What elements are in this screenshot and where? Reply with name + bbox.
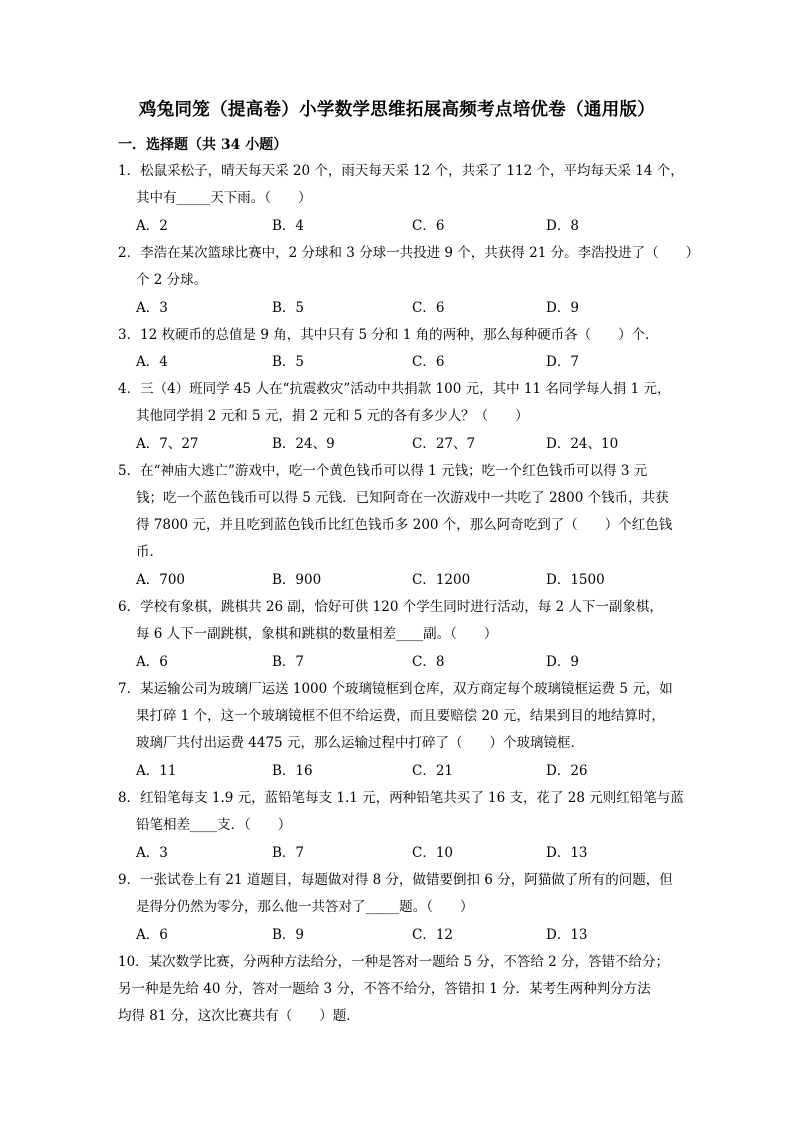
q4-option-a: A．7、27 — [136, 436, 199, 452]
q1-line-2: 其中有_____天下雨。（ ） — [136, 190, 312, 206]
q3-option-b: B．5 — [272, 354, 305, 370]
q6-option-c: C．8 — [412, 654, 445, 670]
q9-option-d: D．13 — [546, 927, 588, 943]
q2-option-d: D．9 — [546, 300, 579, 316]
q8-line-2: 铅笔相差____支．（ ） — [136, 817, 292, 833]
q2-option-a: A．3 — [136, 300, 168, 316]
q2-option-c: C．6 — [412, 300, 445, 316]
q1-option-d: D．8 — [546, 218, 579, 234]
q7-line-2: 果打碎 1 个，这一个玻璃镜框不但不给运费，而且要赔偿 20 元，结果到目的地结算时， — [136, 708, 665, 724]
q6-option-d: D．9 — [546, 654, 579, 670]
q9-line-1: 9．一张试卷上有 21 道题目，每题做对得 8 分，做错要倒扣 6 分，阿猫做了所有的问题，但 — [118, 872, 673, 888]
q1-option-b: B．4 — [272, 218, 305, 234]
q5-option-d: D．1500 — [546, 572, 605, 588]
q5-option-a: A．700 — [136, 572, 186, 588]
q2-line-2: 个 2 分球。 — [136, 272, 208, 288]
q8-line-1: 8．红铅笔每支 1.9 元，蓝铅笔每支 1.1 元，两种铅笔共买了 16 支，花了 28 元则红铅笔与蓝 — [118, 790, 684, 806]
q4-line-1: 4．三（4）班同学 45 人在“抗震救灾”活动中共捐款 100 元，其中 11 名同学每人捐 1 元， — [118, 381, 671, 397]
q7-line-3: 玻璃厂共付出运费 4475 元，那么运输过程中打碎了（ ）个玻璃镜框． — [136, 735, 584, 751]
q10-line-2: 另一种是先给 40 分，答对一题给 3 分，不答不给分，答错扣 1 分．某考生两种判分方法 — [118, 981, 651, 997]
q4-option-b: B．24、9 — [272, 436, 335, 452]
page-title: 鸡兔同笼（提高卷）小学数学思维拓展高频考点培优卷（通用版） — [138, 100, 656, 120]
q2-line-1: 2．李浩在某次篮球比赛中，2 分球和 3 分球一共投进 9 个，共获得 21 分。李浩投进了（ ） — [118, 245, 700, 261]
section-heading: 一．选择题（共 34 小题） — [118, 137, 288, 153]
q10-line-1: 10．某次数学比赛，分两种方法给分，一种是答对一题给 5 分，不答给 2 分，答错不给分； — [118, 954, 670, 970]
q10-line-3: 均得 81 分，这次比赛共有（ ）题． — [118, 1008, 360, 1024]
q9-option-b: B．9 — [272, 927, 305, 943]
q1-line-1: 1．松鼠采松子，晴天每天采 20 个，雨天每天采 12 个，共采了 112 个，平均每天采 14 个， — [118, 163, 684, 179]
q3-option-a: A．4 — [136, 354, 168, 370]
q7-option-a: A．11 — [136, 763, 177, 779]
q9-line-2: 是得分仍然为零分，那么他一共答对了_____题。（ ） — [136, 899, 474, 915]
q6-option-a: A．6 — [136, 654, 168, 670]
q4-option-c: C．27、7 — [412, 436, 476, 452]
q5-line-4: 币． — [136, 544, 163, 560]
q3-option-c: C．6 — [412, 354, 445, 370]
q5-line-1: 5．在“神庙大逃亡”游戏中，吃一个黄色钱币可以得 1 元钱；吃一个红色钱币可以得 3 元 — [118, 463, 648, 479]
q7-option-d: D．26 — [546, 763, 588, 779]
q5-option-c: C．1200 — [412, 572, 471, 588]
q7-option-b: B．16 — [272, 763, 313, 779]
q5-line-2: 钱；吃一个蓝色钱币可以得 5 元钱．已知阿奇在一次游戏中一共吃了 2800 个钱币，共获 — [136, 490, 669, 506]
q4-line-2: 其他同学捐 2 元和 5 元，捐 2 元和 5 元的各有多少人？（ ） — [136, 408, 529, 424]
q2-option-b: B．5 — [272, 300, 305, 316]
q7-line-1: 7．某运输公司为玻璃厂运送 1000 个玻璃镜框到仓库，双方商定每个玻璃镜框运费 5 元，如 — [118, 681, 673, 697]
q4-option-d: D．24、10 — [546, 436, 619, 452]
q1-option-a: A．2 — [136, 218, 168, 234]
q3-line-1: 3．12 枚硬币的总值是 9 角，其中只有 5 分和 1 角的两种，那么每种硬币各（ ）个． — [118, 327, 659, 343]
q8-option-c: C．10 — [412, 845, 454, 861]
q1-option-c: C．6 — [412, 218, 445, 234]
q5-option-b: B．900 — [272, 572, 322, 588]
q6-line-1: 6．学校有象棋，跳棋共 26 副，恰好可供 120 个学生同时进行活动，每 2 人下一副象棋， — [118, 599, 663, 615]
q3-option-d: D．7 — [546, 354, 579, 370]
q5-line-3: 得 7800 元，并且吃到蓝色钱币比红色钱币多 200 个，那么阿奇吃到了（ ）个红色钱 — [136, 517, 673, 533]
q9-option-c: C．12 — [412, 927, 454, 943]
q8-option-b: B．7 — [272, 845, 305, 861]
q6-option-b: B．7 — [272, 654, 305, 670]
q8-option-d: D．13 — [546, 845, 588, 861]
q7-option-c: C．21 — [412, 763, 454, 779]
q9-option-a: A．6 — [136, 927, 168, 943]
q8-option-a: A．3 — [136, 845, 168, 861]
q6-line-2: 每 6 人下一副跳棋，象棋和跳棋的数量相差____副。（ ） — [136, 626, 498, 642]
